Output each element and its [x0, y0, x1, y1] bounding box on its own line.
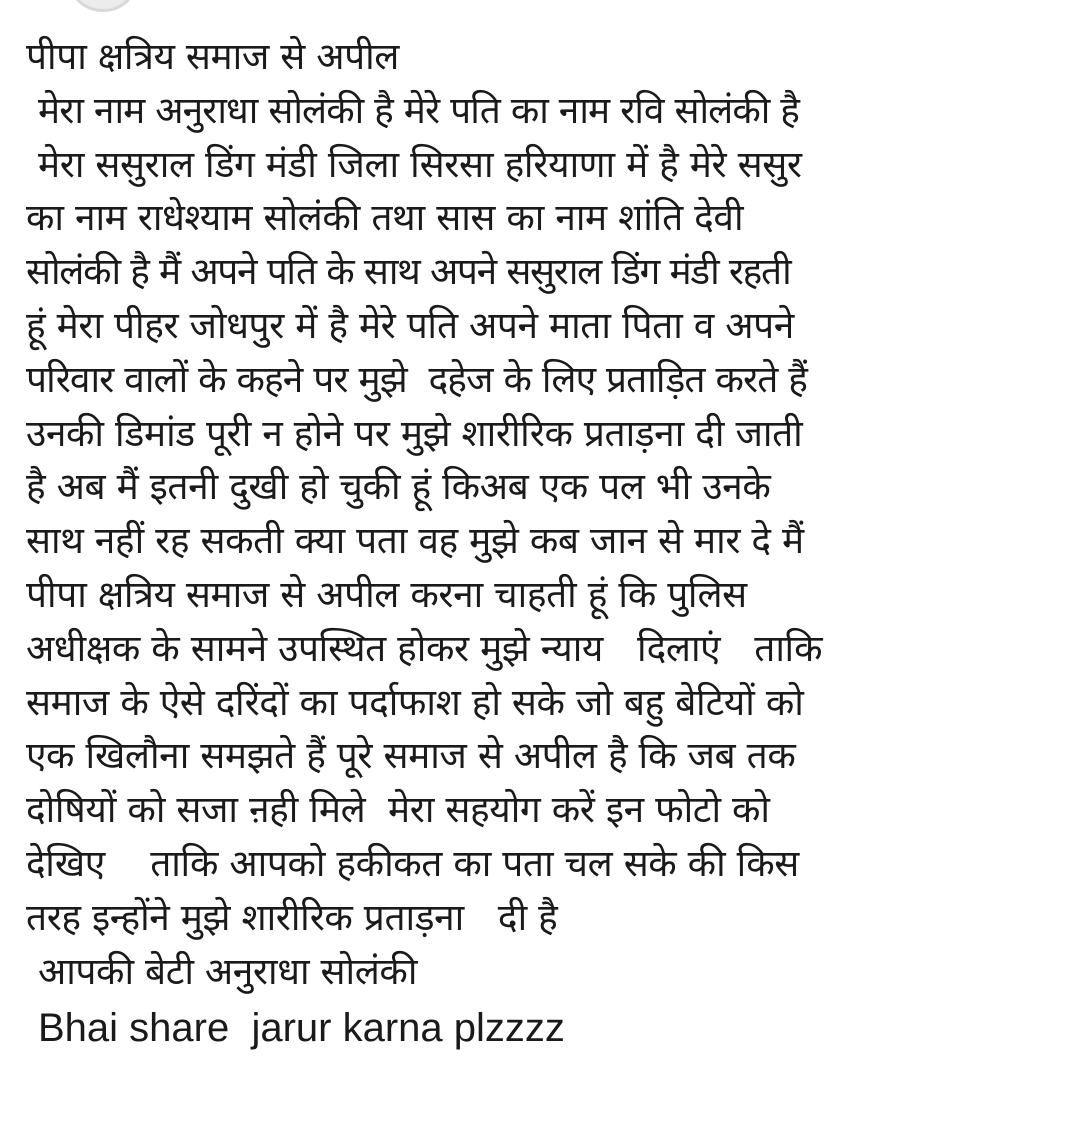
post-line: उनकी डिमांड पूरी न होने पर मुझे शारीरिक प्रताड़ना दी जाती	[26, 411, 803, 455]
post-line: पीपा क्षत्रिय समाज से अपील करना चाहती हूं कि पुलिस	[26, 572, 747, 616]
post-signature: आपकी बेटी अनुराधा सोलंकी	[38, 949, 418, 993]
post-line: अधीक्षक के सामने उपस्थित होकर मुझे न्याय दिलाएं ताकि	[26, 626, 823, 670]
post-line: देखिए ताकि आपको हकीकत का पता चल सके की किस	[26, 841, 799, 885]
post-line: है अब मैं इतनी दुखी हो चुकी हूं किअब एक पल भी उनके	[26, 465, 771, 509]
post-line: समाज के ऐसे दरिंदों का पर्दाफाश हो सके जो बहु बेटियों को	[26, 680, 804, 724]
post-line: दोषियों को सजा ऩही मिले मेरा सहयोग करें इन फोटो को	[26, 788, 770, 832]
avatar	[70, 0, 136, 12]
post-line: तरह इन्होंने मुझे शारीरिक प्रताड़ना दी है	[26, 895, 558, 939]
post-line: मेरा नाम अनुराधा सोलंकी है मेरे पति का नाम रवि सोलंकी है	[38, 88, 800, 132]
post-share-request: Bhai share jarur karna plzzzz	[38, 1006, 565, 1051]
post-line: मेरा ससुराल डिंग मंडी जिला सिरसा हरियाणा में है मेरे ससुर	[38, 142, 802, 186]
post-line: परिवार वालों के कहने पर मुझे दहेज के लिए प्रताड़ित करते हैं	[26, 357, 808, 401]
post-body	[26, 30, 1066, 1058]
post-line: हूं मेरा पीहर जोधपुर में है मेरे पति अपने माता पिता व अपने	[26, 303, 794, 347]
post-line: साथ नहीं रह सकती क्या पता वह मुझे कब जान से मार दे मैं	[26, 519, 804, 563]
post-line: एक खिलौना समझते हैं पूरे समाज से अपील है कि जब तक	[26, 734, 796, 778]
post-line: का नाम राधेश्याम सोलंकी तथा सास का नाम शांति देवी	[26, 196, 744, 240]
post-line: पीपा क्षत्रिय समाज से अपील	[26, 35, 399, 78]
post-line: सोलंकी है मैं अपने पति के साथ अपने ससुराल डिंग मंडी रहती	[26, 250, 791, 294]
